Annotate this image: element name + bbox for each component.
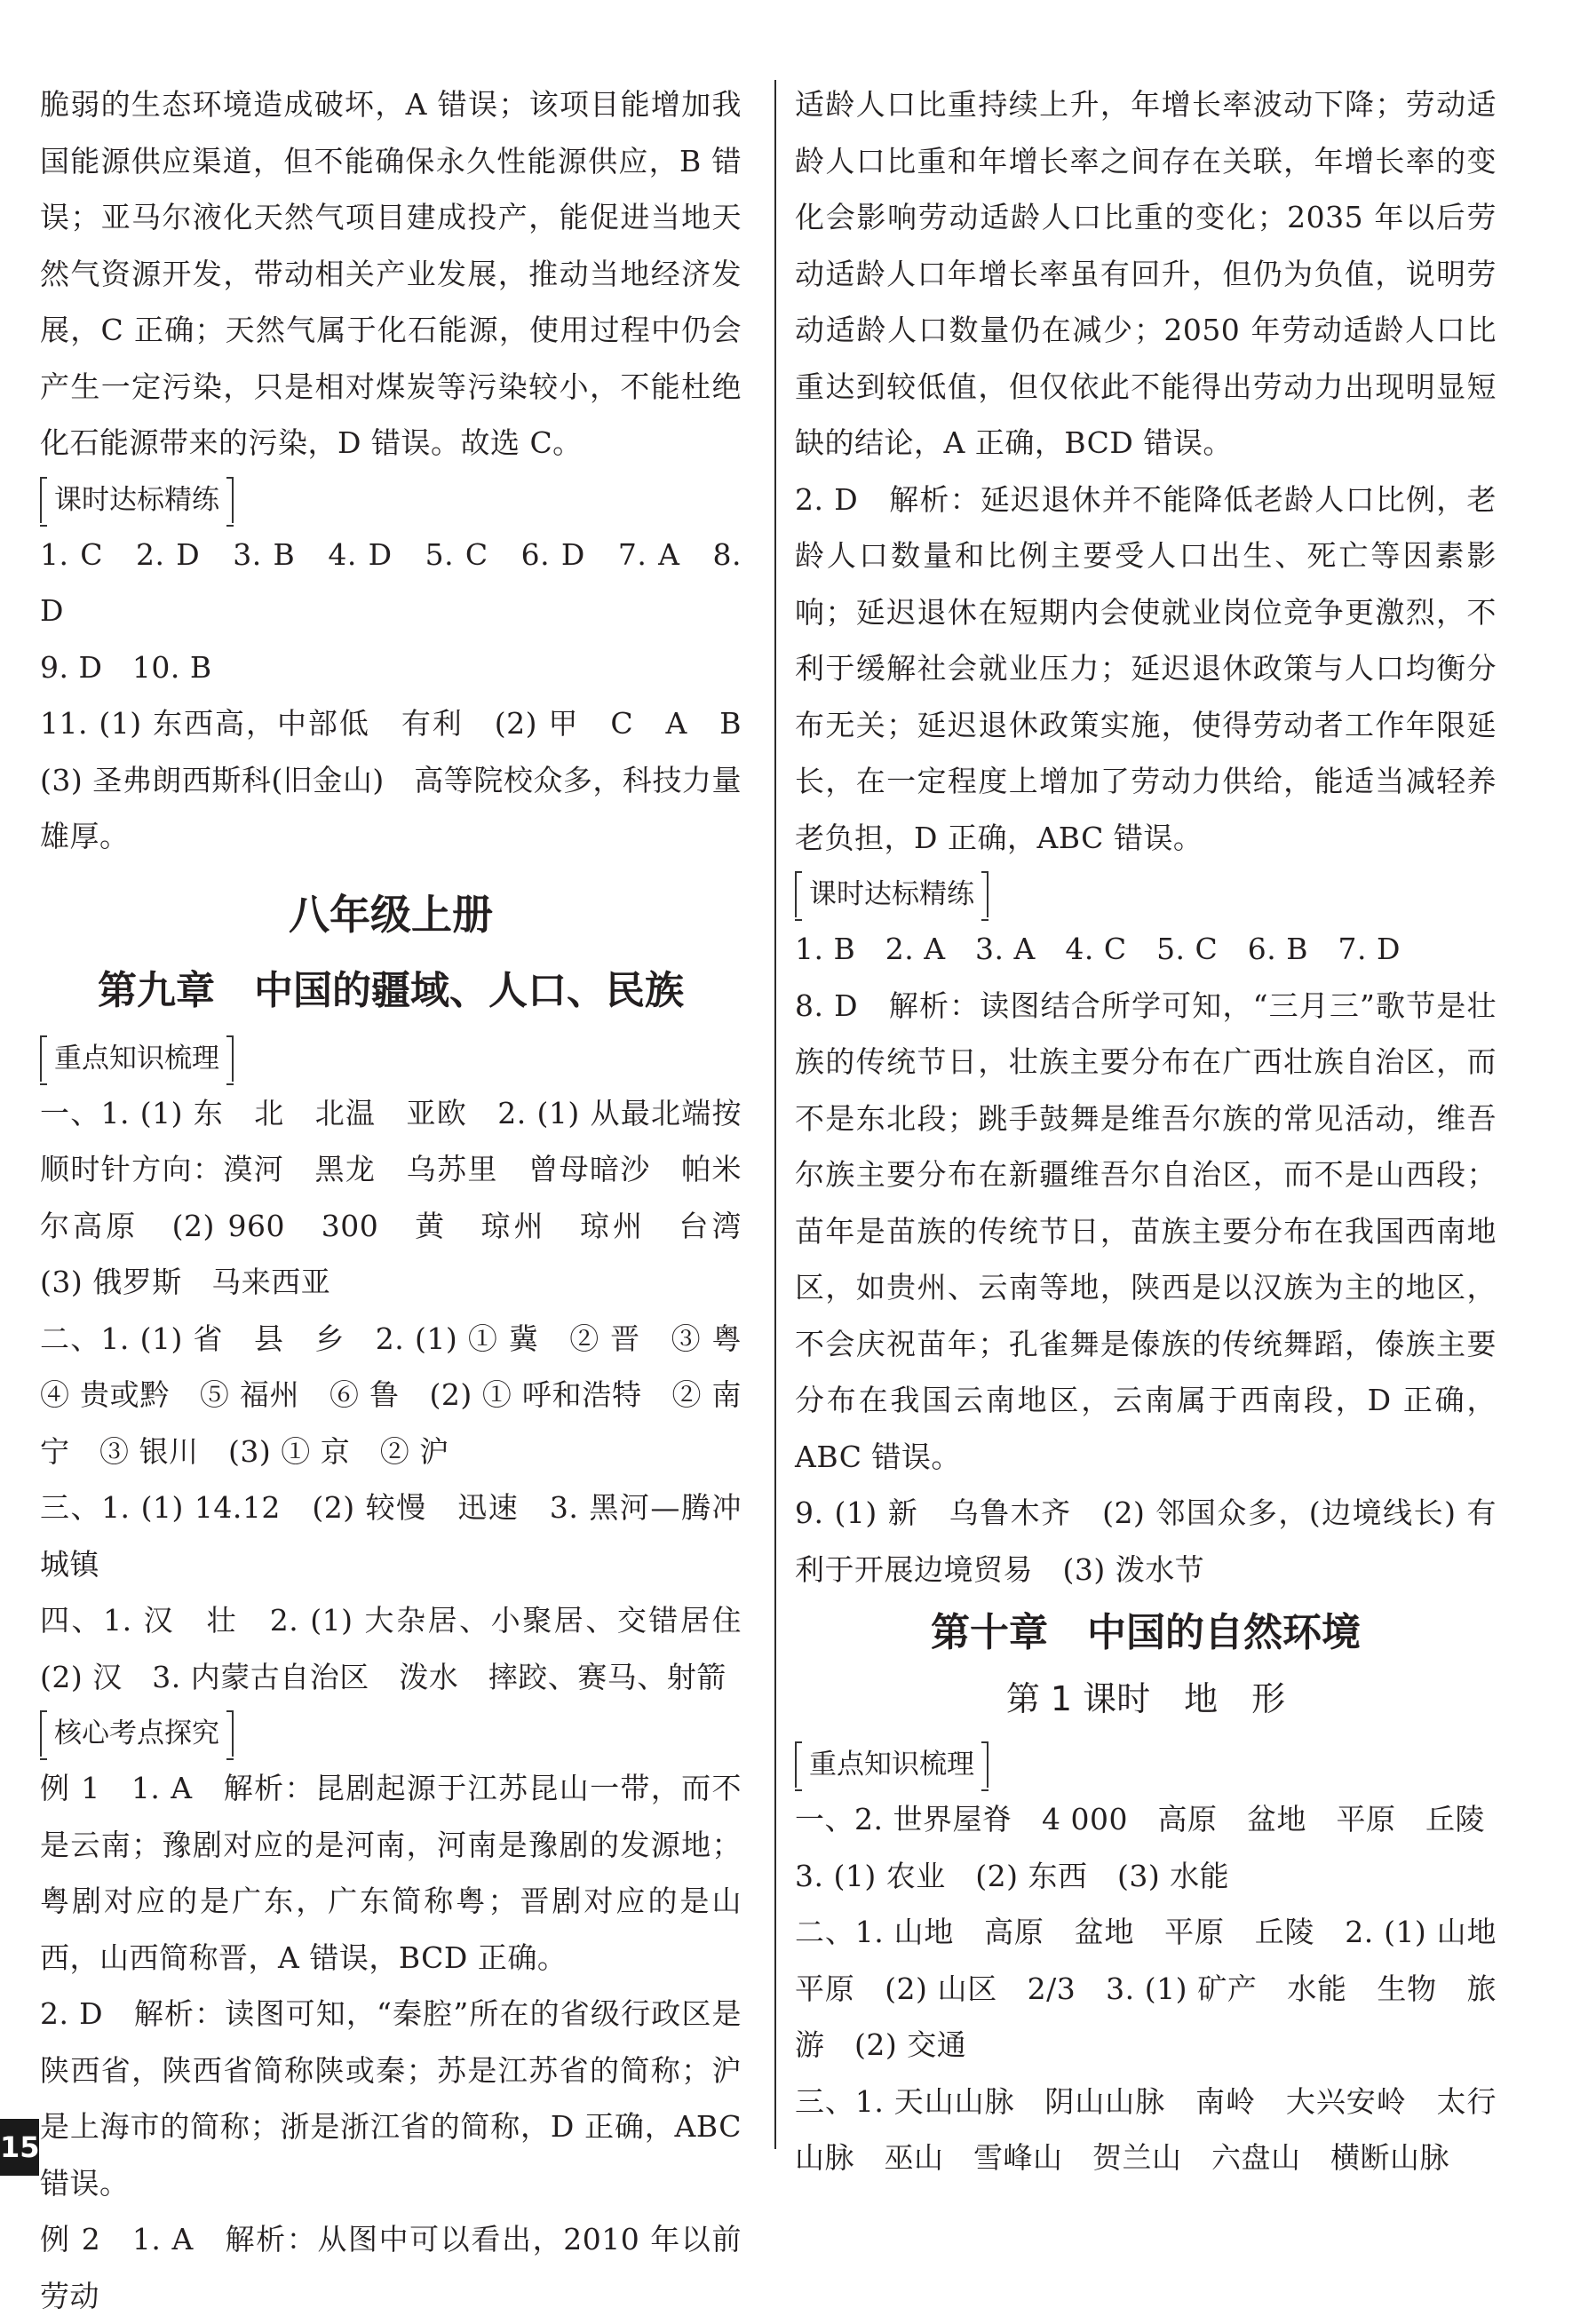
paragraph: 例 2 1. A 解析：从图中可以看出，2010 年以前劳动: [40, 2222, 742, 2313]
paragraph: 二、1. 山地 高原 盆地 平原 丘陵 2. (1) 山地 平原 (2) 山区 2/3 3. (1) 矿产 水能 生物 旅游 (2) 交通: [795, 1915, 1527, 2062]
paragraph: 适龄人口比重持续上升，年增长率波动下降；劳动适龄人口比重和年增长率之间存在关联，年增长率的变化会影响劳动适龄人口比重的变化；2035 年以后劳动适龄人口年增长率虽有回升，但仍为负值，说明劳动适龄人口数量仍在减少；2050 年劳动适龄人口比重达到较低值，但仅依此不能得出劳动力出现明显短缺的结论，A 正确，BCD 错误。: [795, 87, 1497, 460]
paragraph: 一、1. (1) 东 北 北温 亚欧 2. (1) 从最北端按顺时针方向：漠河 黑龙 乌苏里 曾母暗沙 帕米尔高原 (2) 960 300 黄 琼州 琼州 台湾 (3) 俄罗斯 马来西亚: [40, 1095, 772, 1299]
section-label: 课时达标精练: [795, 871, 988, 917]
section-label: 课时达标精练: [40, 477, 234, 523]
paragraph: 例 1 1. A 解析：昆剧起源于江苏昆山一带，而不是云南；豫剧对应的是河南，河南是豫剧的发源地；粤剧对应的是广东，广东简称粤；晋剧对应的是山西，山西简称晋，A 错误，BCD 正确。: [40, 1771, 742, 1975]
left-column: [40, 76, 772, 2324]
chapter-title: 第九章 中国的疆域、人口、民族: [98, 967, 684, 1013]
paragraph: 8. D 解析：读图结合所学可知，“三月三”歌节是壮族的传统节日，壮族主要分布在广西壮族自治区，而不是东北段；跳手鼓舞是维吾尔族的常见活动，维吾尔族主要分布在新疆维吾尔自治区，而不是山西段；苗年是苗族的传统节日，苗族主要分布在我国西南地区，如贵州、云南等地，陕西是以汉族为主的地区，不会庆祝苗年；孔雀舞是傣族的传统舞蹈，傣族主要分布在我国云南地区，云南属于西南段，D 正确，ABC 错误。: [795, 988, 1497, 1474]
section-label: 重点知识梳理: [40, 1035, 234, 1082]
right-column: [795, 76, 1527, 2186]
paragraph: 1. C 2. D 3. B 4. D 5. C 6. D 7. A 8. D: [40, 536, 742, 628]
paragraph: 四、1. 汉 壮 2. (1) 大杂居、小聚居、交错居住 (2) 汉 3. 内蒙古自治区 泼水 摔跤、赛马、射箭: [40, 1603, 772, 1694]
paragraph: 1. B 2. A 3. A 4. C 5. C 6. B 7. D: [795, 932, 1401, 966]
lesson-title: 第 1 课时 地 形: [1005, 1679, 1286, 1718]
paragraph: 2. D 解析：读图可知，“秦腔”所在的省级行政区是陕西省，陕西省简称陕或秦；苏是江苏省的简称；沪是上海市的简称；浙是浙江省的简称，D 正确，ABC 错误。: [40, 1996, 742, 2201]
paragraph: 二、1. (1) 省 县 乡 2. (1) ① 冀 ② 晋 ③ 粤 ④ 贵或黔 ⑤ 福州 ⑥ 鲁 (2) ① 呼和浩特 ② 南宁 ③ 银川 (3) ① 京 ② 沪: [40, 1321, 772, 1469]
paragraph: 3. (1) 农业 (2) 东西 (3) 水能: [795, 1858, 1230, 1893]
paragraph: 脆弱的生态环境造成破坏，A 错误；该项目能增加我国能源供应渠道，但不能确保永久性能源供应，B 错误；亚马尔液化天然气项目建成投产，能促进当地天然气资源开发，带动相关产业发展，推动当地经济发展，C 正确；天然气属于化石能源，使用过程中仍会产生一定污染，只是相对煤炭等污染较小，不能杜绝化石能源带来的污染，D 错误。故选 C。: [40, 87, 742, 460]
paragraph: 三、1. 天山山脉 阴山山脉 南岭 大兴安岭 太行山脉 巫山 雪峰山 贺兰山 六盘山 横断山脉: [795, 2083, 1497, 2175]
chapter-title: 第十章 中国的自然环境: [931, 1610, 1361, 1655]
section-label: 核心考点探究: [40, 1710, 234, 1757]
section-label: 重点知识梳理: [795, 1741, 988, 1788]
paragraph: 2. D 解析：延迟退休并不能降低老龄人口比例，老龄人口数量和比例主要受人口出生、死亡等因素影响；延迟退休在短期内会使就业岗位竞争更激烈，不利于缓解社会就业压力；延迟退休政策与人口均衡分布无关；延迟退休政策实施，使得劳动者工作年限延长，在一定程度上增加了劳动力供给，能适当减轻养老负担，D 正确，ABC 错误。: [795, 481, 1497, 855]
page-number: 15: [0, 2119, 39, 2176]
paragraph: 11. (1) 东西高，中部低 有利 (2) 甲 C A B (3) 圣弗朗西斯科(旧金山) 高等院校众多，科技力量雄厚。: [40, 706, 772, 853]
volume-title: 八年级上册: [289, 890, 493, 939]
column-divider: [774, 80, 776, 2149]
paragraph: 一、2. 世界屋脊 4 000 高原 盆地 平原 丘陵: [795, 1802, 1485, 1836]
paragraph: 9. D 10. B: [40, 649, 212, 685]
paragraph: 9. (1) 新 乌鲁木齐 (2) 邻国众多，(边境线长) 有利于开展边境贸易 (3) 泼水节: [795, 1495, 1497, 1587]
paragraph: 三、1. (1) 14.12 (2) 较慢 迅速 3. 黑河—腾冲 城镇: [40, 1490, 772, 1582]
